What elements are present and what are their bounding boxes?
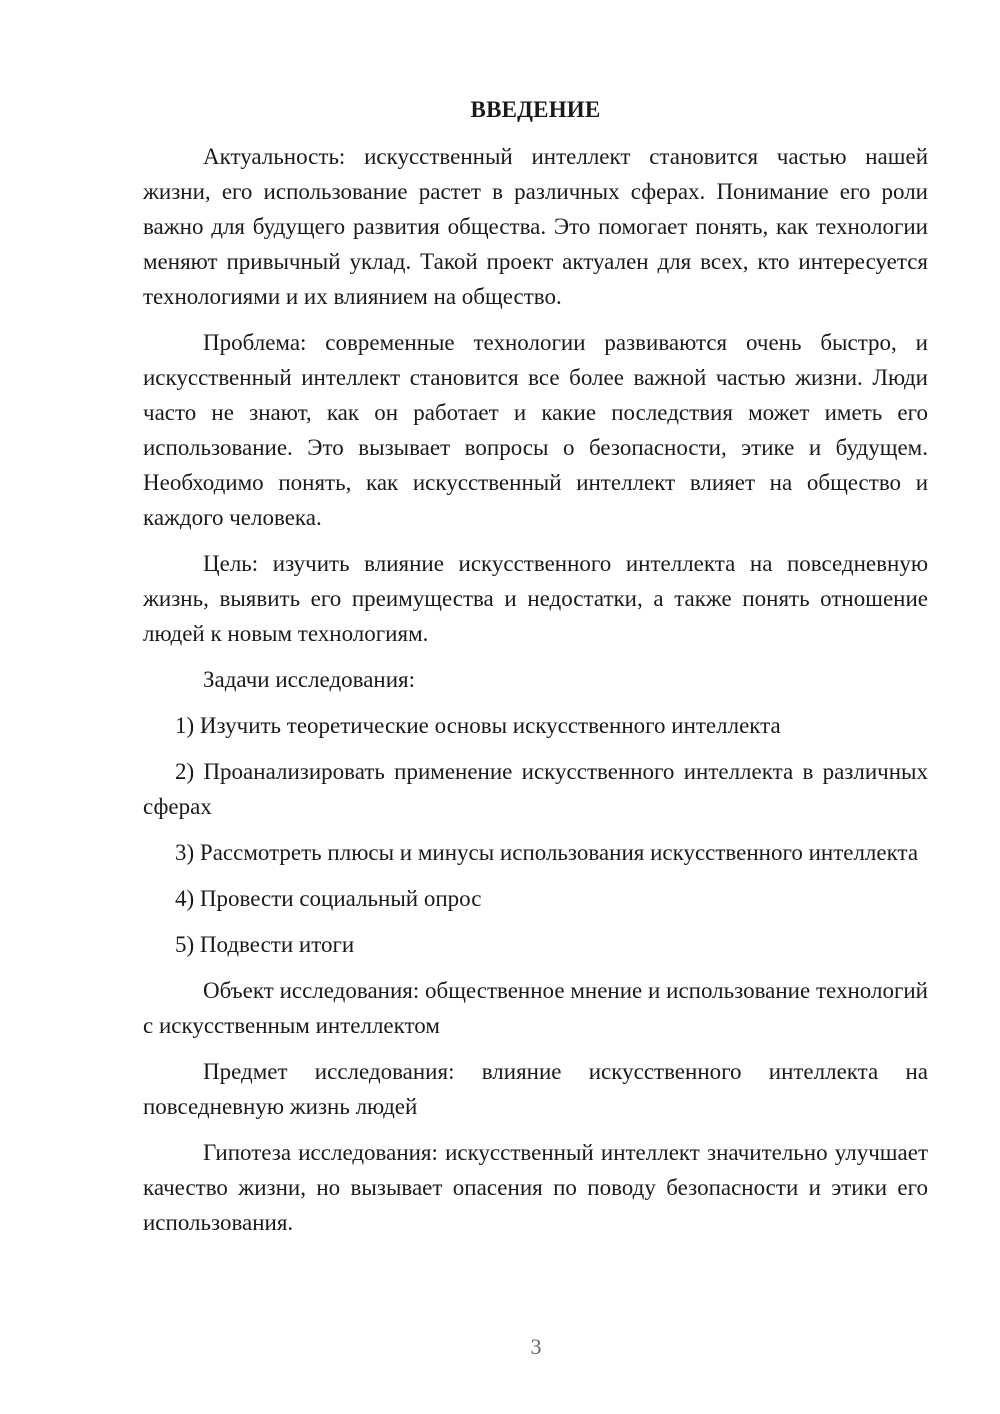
page-number: 3	[530, 1334, 542, 1359]
section-heading: ВВЕДЕНИЕ	[470, 97, 601, 122]
paragraph-subject: Предмет исследования: влияние искусственного интеллекта на повседневную жизнь людей	[143, 1059, 928, 1119]
paragraph-goal: Цель: изучить влияние искусственного интеллекта на повседневную жизнь, выявить его преимущества и недостатки, а также понять отношение людей к новым технологиям.	[143, 551, 928, 646]
task-item-5: 5) Подвести итоги	[175, 932, 355, 957]
page-content	[143, 92, 928, 1240]
paragraph-relevance: Актуальность: искусственный интеллект становится частью нашей жизни, его использование растет в различных сферах. Понимание его роли важно для будущего развития общества. Это помогает понять, как технологии меняют привычный уклад. Такой проект актуален для всех, кто интересуется технологиями и их влиянием на общество.	[143, 144, 928, 309]
task-item-3: 3) Рассмотреть плюсы и минусы использования искусственного интеллекта	[175, 840, 919, 865]
paragraph-object: Объект исследования: общественное мнение и использование технологий с искусственным интеллектом	[143, 978, 928, 1038]
task-item-4: 4) Провести социальный опрос	[175, 886, 482, 911]
task-item-2: 2) Проанализировать применение искусственного интеллекта в различных сферах	[143, 759, 928, 819]
task-item-1: 1) Изучить теоретические основы искусственного интеллекта	[175, 713, 781, 738]
paragraph-tasks-title: Задачи исследования:	[203, 667, 416, 692]
paragraph-hypothesis: Гипотеза исследования: искусственный интеллект значительно улучшает качество жизни, но вызывает опасения по поводу безопасности и этики его использования.	[143, 1140, 928, 1235]
paragraph-problem: Проблема: современные технологии развиваются очень быстро, и искусственный интеллект становится все более важной частью жизни. Люди часто не знают, как он работает и какие последствия может иметь его использование. Это вызывает вопросы о безопасности, этике и будущем. Необходимо понять, как искусственный интеллект влияет на общество и каждого человека.	[143, 330, 928, 530]
